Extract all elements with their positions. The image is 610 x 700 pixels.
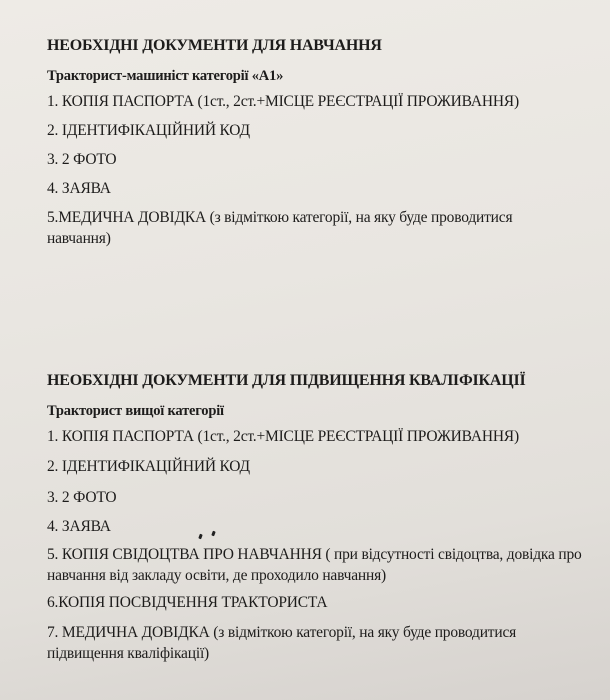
pen-mark (211, 531, 216, 537)
pen-mark (198, 534, 203, 540)
section1-item-2: 2. ІДЕНТИФІКАЦІЙНИЙ КОД (47, 122, 250, 139)
section1-item-5: 5.МЕДИЧНА ДОВІДКА (з відміткою категорії, на яку буде проводитися навчання) (47, 209, 513, 247)
section2-item-5: 5. КОПІЯ СВІДОЦТВА ПРО НАВЧАННЯ ( при відсутності свідоцтва, довідка про навчання від закладу освіти, де проходило навчання) (47, 546, 582, 584)
section2-title: НЕОБХІДНІ ДОКУМЕНТИ ДЛЯ ПІДВИЩЕННЯ КВАЛІФІКАЦІЇ (47, 372, 526, 389)
section1-item-4: 4. ЗАЯВА (47, 180, 111, 197)
section2-item-4: 4. ЗАЯВА (47, 518, 111, 535)
section1-item-3: 3. 2 ФОТО (47, 151, 117, 168)
section2-item-3: 3. 2 ФОТО (47, 489, 117, 506)
section2-subtitle: Тракторист вищої категорії (47, 403, 224, 419)
section2-item-7: 7. МЕДИЧНА ДОВІДКА (з відміткою категорії, на яку буде проводитися підвищення кваліфікації) (47, 624, 517, 662)
section1-title: НЕОБХІДНІ ДОКУМЕНТИ ДЛЯ НАВЧАННЯ (47, 37, 382, 54)
section1-item-1: 1. КОПІЯ ПАСПОРТА (1ст., 2ст.+МІСЦЕ РЕЄСТРАЦІЇ ПРОЖИВАННЯ) (47, 93, 519, 110)
section1-subtitle: Тракторист-машиніст категорії «А1» (47, 68, 284, 84)
section2-item-6: 6.КОПІЯ ПОСВІДЧЕННЯ ТРАКТОРИСТА (47, 594, 328, 611)
section2-item-1: 1. КОПІЯ ПАСПОРТА (1ст., 2ст.+МІСЦЕ РЕЄСТРАЦІЇ ПРОЖИВАННЯ) (47, 428, 519, 445)
section2-item-2: 2. ІДЕНТИФІКАЦІЙНИЙ КОД (47, 458, 250, 475)
